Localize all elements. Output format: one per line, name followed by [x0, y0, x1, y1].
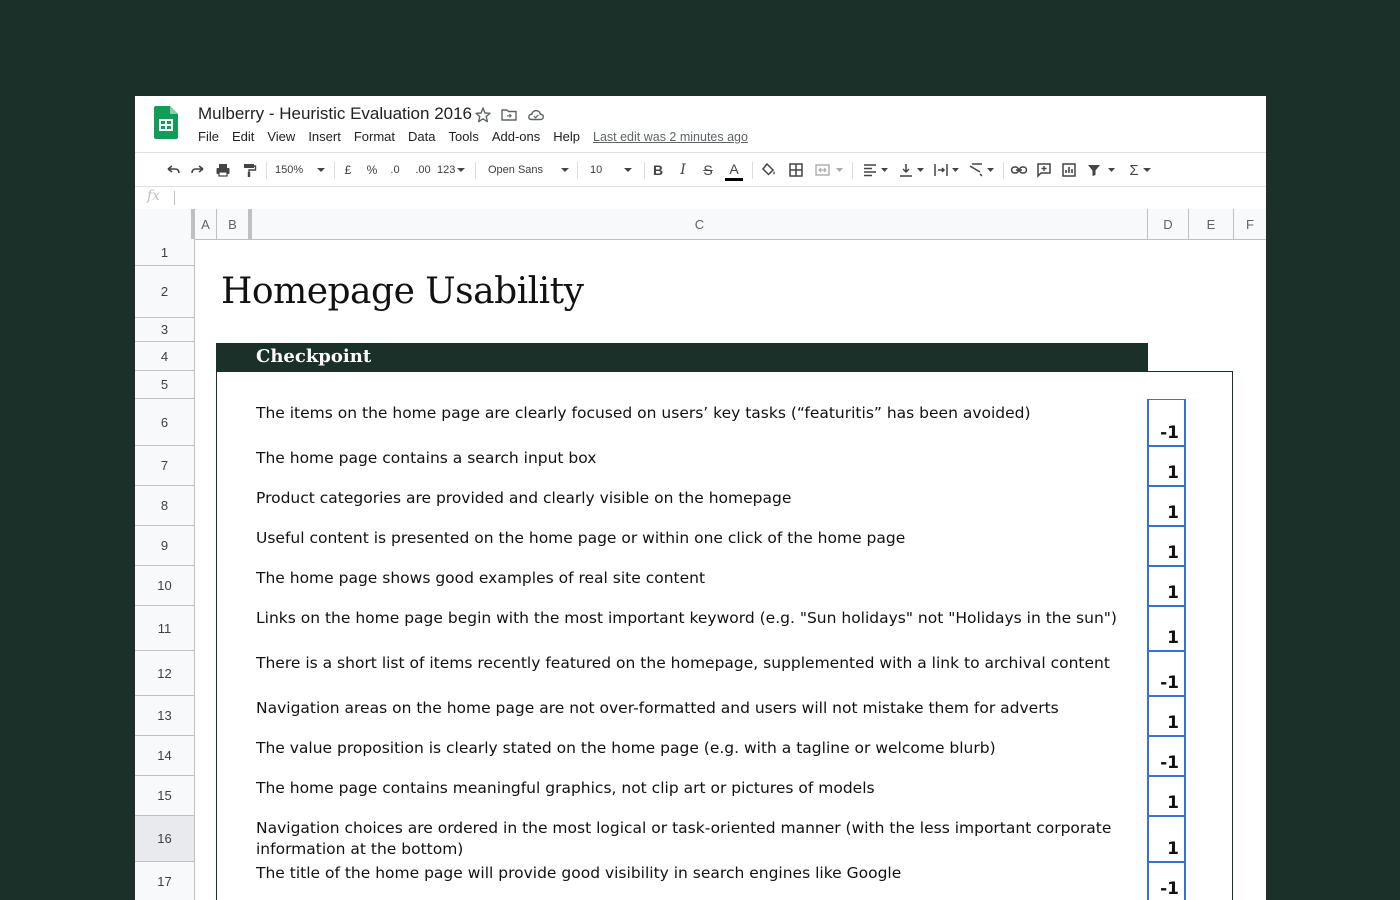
score-cell[interactable]: 1	[1147, 446, 1186, 486]
checkpoint-item[interactable]: The home page contains meaningful graphics, not clip art or pictures of models	[256, 779, 875, 797]
currency-format-button[interactable]: £	[344, 163, 352, 177]
score-cell[interactable]: -1	[1147, 651, 1186, 696]
chevron-down-icon	[457, 167, 465, 173]
checkpoint-item[interactable]: The value proposition is clearly stated on the home page (e.g. with a tagline or welcome blurb)	[256, 739, 996, 757]
menu-insert[interactable]: Insert	[308, 129, 341, 144]
score-cell[interactable]: 1	[1147, 566, 1186, 606]
row-header-5[interactable]: 5	[135, 371, 194, 399]
menu-help[interactable]: Help	[553, 129, 580, 144]
row-header-10[interactable]: 10	[135, 566, 194, 606]
score-cell[interactable]: -1	[1147, 736, 1186, 776]
text-color-button[interactable]	[725, 153, 743, 187]
fx-icon: fx	[147, 188, 161, 204]
column-header-c[interactable]: C	[252, 209, 1148, 239]
horizontal-align-icon[interactable]	[861, 153, 891, 187]
toolbar	[135, 152, 1266, 187]
score-cell[interactable]: 1	[1147, 776, 1186, 816]
menu-edit[interactable]: Edit	[231, 129, 255, 144]
column-headers	[135, 209, 1266, 240]
undo-icon[interactable]	[163, 153, 183, 187]
row-header-1[interactable]: 1	[135, 239, 194, 266]
text-wrap-icon[interactable]	[932, 153, 962, 187]
merge-cells-icon[interactable]	[812, 153, 846, 187]
star-icon[interactable]	[474, 106, 492, 124]
filter-icon[interactable]	[1085, 153, 1119, 187]
menu-view[interactable]: View	[267, 129, 296, 144]
checkpoint-item[interactable]: Navigation choices are ordered in the most logical or task-oriented manner (with the less important corporate information at the bottom)	[256, 819, 1112, 858]
chevron-down-icon	[624, 167, 632, 173]
borders-icon[interactable]	[786, 153, 806, 187]
checkpoint-label: Checkpoint	[256, 346, 372, 367]
sheet-title[interactable]: Homepage Usability	[221, 271, 584, 312]
checkpoint-item[interactable]: Navigation areas on the home page are not over-formatted and users will not mistake them for adverts	[256, 699, 1059, 717]
checkpoint-item[interactable]: There is a short list of items recently featured on the homepage, supplemented with a link to archival content	[256, 654, 1110, 672]
score-cell[interactable]: -1	[1147, 862, 1186, 900]
row-header-9[interactable]: 9	[135, 526, 194, 566]
menu-file[interactable]: File	[198, 129, 219, 144]
font-size-value: 10	[590, 164, 603, 176]
insert-chart-icon[interactable]	[1059, 153, 1079, 187]
column-header-b[interactable]: B	[217, 209, 252, 239]
score-cell[interactable]: 1	[1147, 696, 1186, 736]
cloud-status-icon[interactable]	[527, 106, 545, 124]
bold-button[interactable]: B	[652, 162, 664, 178]
row-header-2[interactable]: 2	[135, 266, 194, 318]
score-cell[interactable]: 1	[1147, 816, 1186, 862]
chevron-down-icon	[317, 167, 325, 173]
row-header-3[interactable]: 3	[135, 318, 194, 342]
increase-decimal-button[interactable]: .00	[415, 164, 431, 176]
sigma-icon: Σ	[1129, 161, 1139, 179]
score-cell[interactable]: 1	[1147, 526, 1186, 566]
row-header-14[interactable]: 14	[135, 736, 194, 776]
row-header-8[interactable]: 8	[135, 486, 194, 526]
more-formats-select[interactable]	[437, 153, 469, 187]
row-header-15[interactable]: 15	[135, 776, 194, 816]
checkpoint-item[interactable]: Product categories are provided and clearly visible on the homepage	[256, 489, 792, 507]
row-header-17[interactable]: 17	[135, 862, 194, 900]
row-header-4[interactable]: 4	[135, 342, 194, 371]
font-size-select[interactable]	[590, 153, 636, 187]
checkpoint-item[interactable]: Useful content is presented on the home page or within one click of the home page	[256, 529, 906, 547]
row-header-13[interactable]: 13	[135, 696, 194, 736]
last-edit-link[interactable]: Last edit was 2 minutes ago	[593, 130, 748, 144]
row-header-6[interactable]: 6	[135, 399, 194, 446]
score-cell[interactable]: -1	[1147, 399, 1186, 446]
column-header-d[interactable]: D	[1148, 209, 1189, 239]
row-header-7[interactable]: 7	[135, 446, 194, 486]
row-headers	[135, 239, 195, 900]
checkpoint-item[interactable]: The home page shows good examples of real site content	[256, 569, 706, 587]
menu-format[interactable]: Format	[353, 129, 395, 144]
chevron-down-icon	[1143, 167, 1151, 173]
text-rotation-icon[interactable]	[967, 153, 997, 187]
paint-format-icon[interactable]	[239, 153, 259, 187]
more-formats-label: 123	[437, 164, 456, 176]
document-title[interactable]: Mulberry - Heuristic Evaluation 2016	[198, 104, 473, 123]
checkpoint-item[interactable]: The items on the home page are clearly focused on users’ key tasks (“featuritis” has been avoided)	[256, 404, 1031, 422]
spreadsheet-window	[135, 96, 1266, 900]
menu-bar	[198, 129, 593, 144]
insert-comment-icon[interactable]	[1034, 153, 1054, 187]
text-color-swatch	[725, 178, 743, 181]
functions-button[interactable]	[1125, 153, 1155, 187]
menu-tools[interactable]: Tools	[448, 129, 479, 144]
score-cell[interactable]: 1	[1147, 606, 1186, 651]
decrease-decimal-button[interactable]: .0	[390, 164, 400, 176]
vertical-align-icon[interactable]	[897, 153, 927, 187]
score-cell[interactable]: 1	[1147, 486, 1186, 526]
menu-data[interactable]: Data	[408, 129, 436, 144]
font-name: Open Sans	[488, 164, 544, 176]
font-select[interactable]	[488, 153, 570, 187]
formula-bar[interactable]	[135, 186, 1266, 210]
text-color-label: A	[729, 161, 739, 177]
percent-format-button[interactable]: %	[366, 163, 378, 177]
column-header-a[interactable]: A	[195, 209, 217, 239]
fill-color-icon[interactable]	[759, 153, 779, 187]
move-folder-icon[interactable]	[500, 106, 518, 124]
row-header-16[interactable]: 16	[135, 816, 194, 862]
zoom-value: 150%	[275, 164, 304, 176]
zoom-select[interactable]	[275, 153, 327, 187]
checkpoint-header[interactable]	[216, 343, 1148, 372]
checkpoint-item[interactable]: The home page contains a search input box	[256, 449, 597, 467]
formula-divider	[174, 191, 175, 205]
checkpoint-item[interactable]: The title of the home page will provide good visibility in search engines like Google	[256, 864, 902, 882]
italic-button[interactable]: I	[680, 162, 686, 178]
sheets-logo-icon[interactable]	[154, 106, 178, 139]
insert-link-icon[interactable]	[1009, 153, 1029, 187]
menu-addons[interactable]: Add-ons	[491, 129, 541, 144]
chevron-down-icon	[561, 167, 569, 173]
column-header-e[interactable]: E	[1189, 209, 1234, 239]
select-all-corner[interactable]	[135, 209, 195, 239]
strikethrough-button[interactable]: S	[703, 162, 713, 178]
redo-icon[interactable]	[188, 153, 208, 187]
print-icon[interactable]	[213, 153, 233, 187]
row-header-12[interactable]: 12	[135, 651, 194, 696]
checkpoint-item[interactable]: Links on the home page begin with the most important keyword (e.g. "Sun holidays" not "Holidays in the sun")	[256, 609, 1117, 627]
column-header-f[interactable]: F	[1246, 216, 1254, 232]
row-header-11[interactable]: 11	[135, 606, 194, 651]
